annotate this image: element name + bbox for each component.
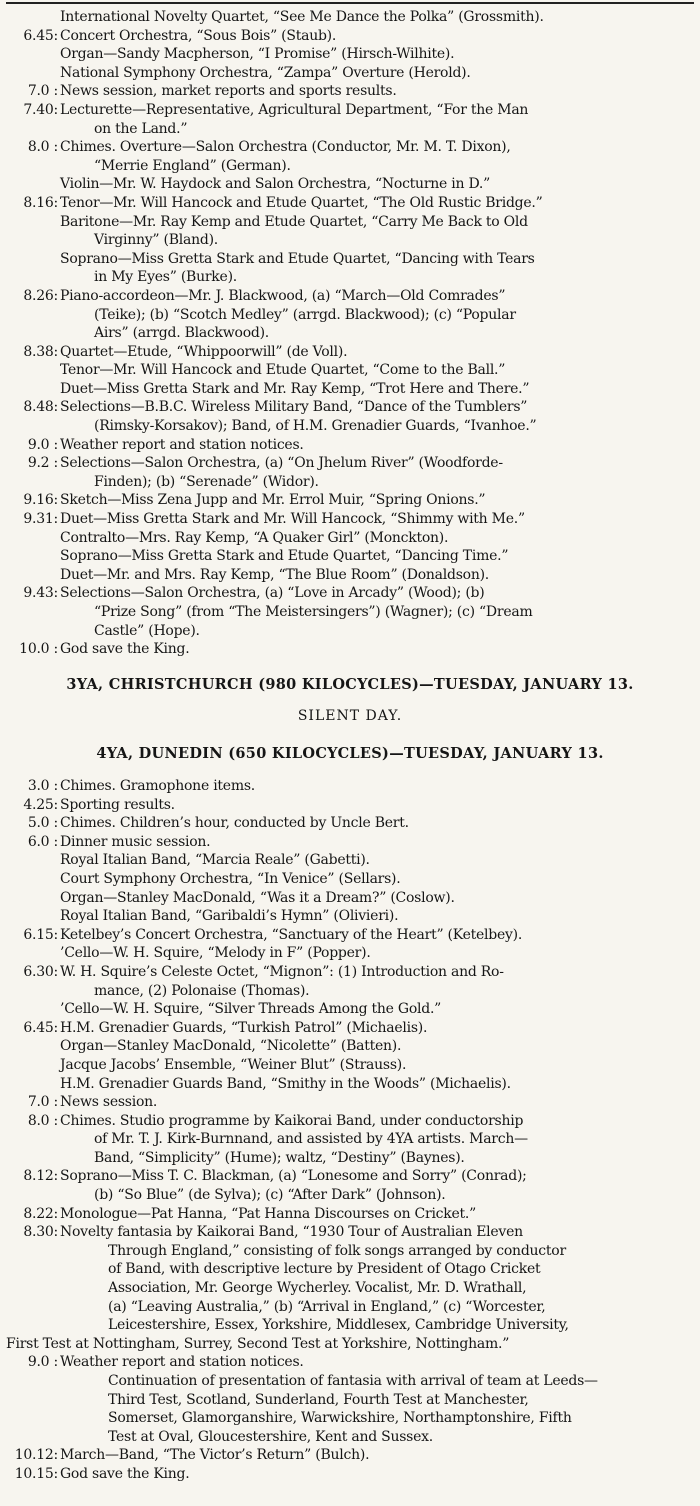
program-text: Jacque Jacobs’ Ensemble, “Weiner Blut” (Strauss). <box>60 1056 407 1073</box>
program-line <box>0 454 700 473</box>
program-text: Organ—Stanley MacDonald, “Nicolette” (Batten). <box>60 1038 402 1055</box>
time-label: 8.12: <box>23 1168 58 1185</box>
program-text: Court Symphony Orchestra, “In Venice” (Sellars). <box>60 870 401 887</box>
program-text: Chimes. Children’s hour, conducted by Uncle Bert. <box>60 815 409 832</box>
program-line <box>0 584 700 603</box>
program-line <box>0 851 700 870</box>
station-heading-3ya: 3YA, CHRISTCHURCH (980 KILOCYCLES)—TUESDAY, JANUARY 13. <box>66 676 634 693</box>
program-text: Royal Italian Band, “Marcia Reale” (Gabetti). <box>60 852 370 869</box>
program-text: Band, “Simplicity” (Hume); waltz, “Destiny” (Baynes). <box>94 1149 465 1166</box>
program-line <box>0 1372 700 1391</box>
program-text: God save the King. <box>60 1465 190 1482</box>
program-line <box>0 361 700 380</box>
program-line <box>0 833 700 852</box>
program-line <box>0 64 700 83</box>
program-text: Monologue—Pat Hanna, “Pat Hanna Discourses on Cricket.” <box>60 1205 477 1222</box>
program-line <box>0 138 700 157</box>
program-line <box>0 1037 700 1056</box>
program-text: News session, market reports and sports results. <box>60 83 397 100</box>
program-text: Tenor—Mr. Will Hancock and Etude Quartet, “The Old Rustic Bridge.” <box>60 194 543 211</box>
time-label: 4.25: <box>23 796 58 813</box>
program-line <box>0 529 700 548</box>
program-text: Chimes. Gramophone items. <box>60 778 255 794</box>
program-line <box>0 889 700 908</box>
program-text: Dinner music session. <box>60 833 211 850</box>
program-text: March—Band, “The Victor’s Return” (Bulch). <box>60 1447 370 1464</box>
program-text: H.M. Grenadier Guards, “Turkish Patrol” (Michaelis). <box>60 1019 428 1036</box>
program-line <box>0 473 700 492</box>
program-line <box>0 120 700 139</box>
program-line <box>0 380 700 399</box>
program-line <box>0 1186 700 1205</box>
program-line <box>0 566 700 585</box>
time-label: 8.0 : <box>27 139 58 156</box>
program-line <box>0 944 700 963</box>
station-heading-4ya: 4YA, DUNEDIN (650 KILOCYCLES)—TUESDAY, JANUARY 13. <box>96 745 604 762</box>
program-line <box>0 417 700 436</box>
program-line <box>0 1409 700 1428</box>
program-text: Castle” (Hope). <box>94 622 200 639</box>
program-text: Baritone—Mr. Ray Kemp and Etude Quartet, “Carry Me Back to Old <box>60 213 528 230</box>
program-line <box>0 1075 700 1094</box>
program-2ya-continued <box>0 8 700 659</box>
time-label: 8.0 : <box>27 1112 58 1129</box>
program-line <box>0 1279 700 1298</box>
program-line <box>0 231 700 250</box>
program-line <box>0 547 700 566</box>
program-text: (Teike); (b) “Scotch Medley” (arrgd. Blackwood); (c) “Popular <box>94 306 516 323</box>
program-line <box>0 1465 700 1484</box>
program-text: Continuation of presentation of fantasia with arrival of team at Leeds— <box>108 1373 598 1389</box>
time-label: 9.0 : <box>27 1354 58 1371</box>
program-text: Violin—Mr. W. Haydock and Salon Orchestra, “Nocturne in D.” <box>60 176 491 193</box>
program-text: Somerset, Glamorganshire, Warwickshire, Northamptonshire, Fifth <box>108 1410 572 1427</box>
program-line <box>0 1019 700 1038</box>
time-label: 8.16: <box>23 194 58 211</box>
program-line <box>0 963 700 982</box>
program-line <box>0 1428 700 1447</box>
program-text: Selections—Salon Orchestra, (a) “Love in Arcady” (Wood); (b) <box>60 585 485 602</box>
program-line <box>0 1056 700 1075</box>
time-label: 5.0 : <box>27 815 58 832</box>
program-line <box>0 603 700 622</box>
program-line <box>0 287 700 306</box>
time-label: 8.30: <box>23 1224 58 1241</box>
time-label: 6.45: <box>23 1019 58 1036</box>
program-text: W. H. Squire’s Celeste Octet, “Mignon”: (1) Introduction and Ro- <box>60 963 504 980</box>
program-text: News session. <box>60 1094 158 1111</box>
program-text: “Merrie England” (German). <box>94 157 291 174</box>
program-text: (b) “So Blue” (de Sylva); (c) “After Dark” (Johnson). <box>94 1187 446 1204</box>
program-text: Royal Italian Band, “Garibaldi’s Hymn” (Olivieri). <box>60 908 399 925</box>
program-line <box>0 510 700 529</box>
time-label: 6.15: <box>23 926 58 943</box>
program-text: “Prize Song” (from “The Meistersingers”) (Wagner); (c) “Dream <box>94 604 533 620</box>
program-line <box>0 157 700 176</box>
program-line <box>0 45 700 64</box>
program-text: National Symphony Orchestra, “Zampa” Overture (Herold). <box>60 64 471 81</box>
program-line <box>0 1130 700 1149</box>
top-rule <box>6 2 694 4</box>
program-text: Through England,” consisting of folk songs arranged by conductor <box>108 1242 566 1259</box>
silent-day-notice: SILENT DAY. <box>297 708 403 724</box>
program-line <box>0 1316 700 1335</box>
program-text: Third Test, Scotland, Sunderland, Fourth Test at Manchester, <box>108 1391 529 1408</box>
program-line <box>0 1242 700 1261</box>
time-label: 8.22: <box>23 1205 58 1222</box>
program-text: Leicestershire, Essex, Yorkshire, Middlesex, Cambridge University, <box>108 1317 569 1334</box>
program-line <box>0 194 700 213</box>
program-text: Duet—Miss Gretta Stark and Mr. Ray Kemp, “Trot Here and There.” <box>60 380 530 397</box>
program-text: Chimes. Overture—Salon Orchestra (Conductor, Mr. M. T. Dixon), <box>60 139 511 156</box>
program-text: mance, (2) Polonaise (Thomas). <box>94 982 310 999</box>
program-text: Ketelbey’s Concert Orchestra, “Sanctuary of the Heart” (Ketelbey). <box>60 926 523 943</box>
time-label: 9.2 : <box>27 455 58 472</box>
program-line <box>0 398 700 417</box>
program-line <box>0 814 700 833</box>
program-line <box>0 491 700 510</box>
program-text: in My Eyes” (Burke). <box>94 269 237 286</box>
program-text: Concert Orchestra, “Sous Bois” (Staub). <box>60 27 337 44</box>
program-text: Chimes. Studio programme by Kaikorai Band, under conductorship <box>60 1112 524 1129</box>
program-line <box>0 622 700 641</box>
program-line <box>0 1167 700 1186</box>
time-label: 7.0 : <box>27 1094 58 1111</box>
program-text: Soprano—Miss Gretta Stark and Etude Quartet, “Dancing Time.” <box>60 548 509 565</box>
program-text: H.M. Grenadier Guards Band, “Smithy in the Woods” (Michaelis). <box>60 1075 511 1092</box>
program-text: Association, Mr. George Wycherley. Vocalist, Mr. D. Wrathall, <box>108 1280 527 1297</box>
program-line <box>0 1000 700 1019</box>
program-line <box>0 213 700 232</box>
program-text: ’Cello—W. H. Squire, “Melody in F” (Popper). <box>60 945 371 962</box>
program-text: International Novelty Quartet, “See Me Dance the Polka” (Grossmith). <box>60 9 544 25</box>
time-label: 9.31: <box>23 511 58 528</box>
program-line <box>0 1298 700 1317</box>
program-text: Sketch—Miss Zena Jupp and Mr. Errol Muir, “Spring Onions.” <box>60 492 486 509</box>
program-text: Soprano—Miss T. C. Blackman, (a) “Lonesome and Sorry” (Conrad); <box>60 1168 527 1185</box>
program-text: Duet—Miss Gretta Stark and Mr. Will Hancock, “Shimmy with Me.” <box>60 511 525 528</box>
program-line <box>0 324 700 343</box>
program-line <box>0 926 700 945</box>
program-line <box>0 1149 700 1168</box>
time-label: 9.0 : <box>27 436 58 453</box>
time-label: 6.45: <box>23 27 58 44</box>
program-text: Novelty fantasia by Kaikorai Band, “1930 Tour of Australian Eleven <box>60 1224 523 1241</box>
program-line <box>0 27 700 46</box>
program-line <box>0 175 700 194</box>
time-label: 9.43: <box>23 585 58 602</box>
program-line <box>0 1446 700 1465</box>
time-label: 10.12: <box>14 1447 58 1464</box>
program-text: Contralto—Mrs. Ray Kemp, “A Quaker Girl” (Monckton). <box>60 529 449 546</box>
time-label: 3.0 : <box>27 778 58 794</box>
program-line <box>0 1260 700 1279</box>
program-text: God save the King. <box>60 641 190 658</box>
program-line <box>0 640 700 659</box>
program-line <box>0 8 700 27</box>
program-line <box>0 343 700 362</box>
time-label: 8.48: <box>23 399 58 416</box>
program-text: Piano-accordeon—Mr. J. Blackwood, (a) “March—Old Comrades” <box>60 287 506 304</box>
program-text: Sporting results. <box>60 796 175 813</box>
program-line <box>0 436 700 455</box>
program-text: Quartet—Etude, “Whippoorwill” (de Voll). <box>60 343 348 360</box>
program-line <box>0 1391 700 1410</box>
program-text: Virginny” (Bland). <box>94 232 218 249</box>
time-label: 9.16: <box>23 492 58 509</box>
program-line <box>0 796 700 815</box>
program-text: Selections—B.B.C. Wireless Military Band, “Dance of the Tumblers” <box>60 399 528 416</box>
program-line <box>0 250 700 269</box>
program-text: Organ—Sandy Macpherson, “I Promise” (Hirsch-Wilhite). <box>60 46 455 63</box>
program-line <box>0 777 700 796</box>
program-line <box>0 982 700 1001</box>
program-text: Finden); (b) “Serenade” (Widor). <box>94 473 319 490</box>
program-text: ’Cello—W. H. Squire, “Silver Threads Among the Gold.” <box>60 1001 442 1018</box>
time-label: 6.30: <box>23 963 58 980</box>
program-text: Test at Oval, Gloucestershire, Kent and Sussex. <box>108 1428 434 1445</box>
program-text: Soprano—Miss Gretta Stark and Etude Quartet, “Dancing with Tears <box>60 250 535 267</box>
program-text: of Mr. T. J. Kirk-Burnnand, and assisted by 4YA artists. March— <box>94 1131 528 1148</box>
program-text: on the Land.” <box>94 120 188 137</box>
program-text: (Rimsky-Korsakov); Band, of H.M. Grenadier Guards, “Ivanhoe.” <box>94 418 537 435</box>
program-line <box>0 1353 700 1372</box>
time-label: 10.0 : <box>19 641 58 658</box>
program-text: Airs” (arrgd. Blackwood). <box>94 325 269 342</box>
time-label: 7.40: <box>23 101 58 118</box>
program-line <box>0 907 700 926</box>
program-line <box>0 82 700 101</box>
program-line <box>0 1223 700 1242</box>
program-line <box>0 306 700 325</box>
program-text: First Test at Nottingham, Surrey, Second Test at Yorkshire, Nottingham.” <box>6 1335 510 1352</box>
program-line <box>0 1205 700 1224</box>
program-text: Weather report and station notices. <box>60 1354 304 1371</box>
program-text: (a) “Leaving Australia,” (b) “Arrival in England,” (c) “Worcester, <box>108 1298 546 1315</box>
program-4ya <box>0 777 700 1484</box>
program-text: Duet—Mr. and Mrs. Ray Kemp, “The Blue Room” (Donaldson). <box>60 566 490 583</box>
program-line <box>0 870 700 889</box>
program-line <box>0 1112 700 1131</box>
program-text: Weather report and station notices. <box>60 436 304 453</box>
program-line <box>0 101 700 120</box>
time-label: 10.15: <box>14 1465 58 1482</box>
time-label: 8.26: <box>23 287 58 304</box>
program-text: Tenor—Mr. Will Hancock and Etude Quartet, “Come to the Ball.” <box>60 362 506 379</box>
program-text: Selections—Salon Orchestra, (a) “On Jhelum River” (Woodforde- <box>60 455 503 472</box>
time-label: 6.0 : <box>27 833 58 850</box>
program-text: Lecturette—Representative, Agricultural Department, “For the Man <box>60 101 529 118</box>
program-line <box>0 1335 700 1354</box>
time-label: 8.38: <box>23 343 58 360</box>
program-text: of Band, with descriptive lecture by President of Otago Cricket <box>108 1261 541 1278</box>
time-label: 7.0 : <box>27 83 58 100</box>
program-line <box>0 1093 700 1112</box>
program-text: Organ—Stanley MacDonald, “Was it a Dream?” (Coslow). <box>60 889 455 906</box>
program-line <box>0 268 700 287</box>
